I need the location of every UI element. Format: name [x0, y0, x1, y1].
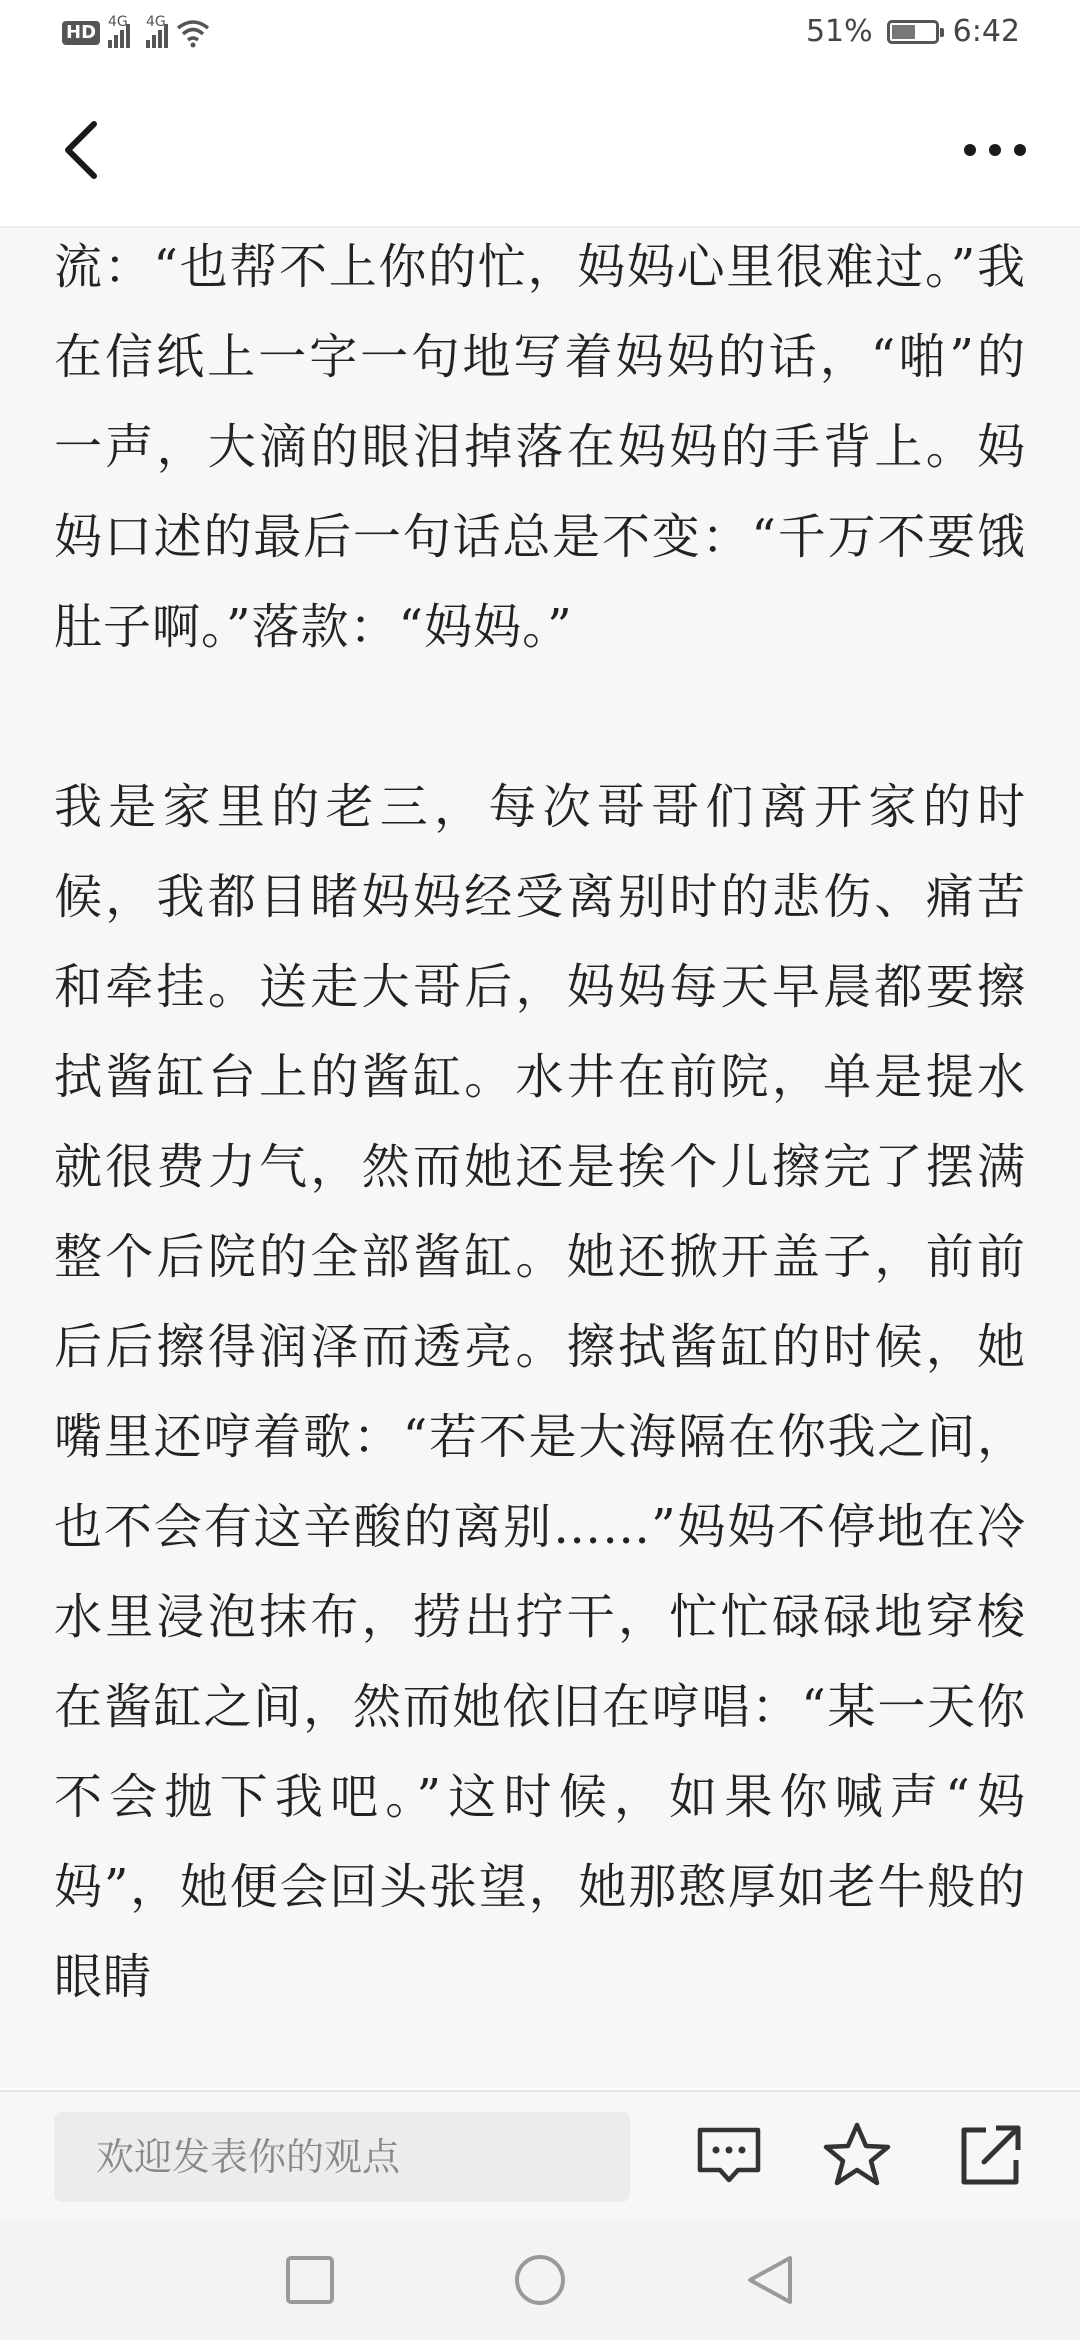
- signal-icon: [146, 14, 168, 48]
- signal-icon: [108, 14, 130, 48]
- share-icon[interactable]: [956, 2120, 1026, 2190]
- triangle-back-icon[interactable]: [740, 2250, 800, 2310]
- battery-icon: [887, 20, 939, 44]
- status-right: [806, 14, 1020, 49]
- app-bar: [0, 74, 1080, 228]
- status-left: [62, 14, 210, 48]
- article-body[interactable]: [0, 228, 1080, 2088]
- comment-bar: [0, 2090, 1080, 2222]
- article-paragraph: 我是家里的老三，每次哥哥们离开家的时候，我都目睹妈妈经受离别时的悲伤、痛苦和牵挂。送走大哥后，妈妈每天早晨都要擦拭酱缸台上的酱缸。水井在前院，单是提水就很费力气，然而她还是挨个儿擦完了摆满整个后院的全部酱缸。她还掀开盖子，前前后后擦得润泽而透亮。擦拭酱缸的时候，她嘴里还哼着歌：“若不是大海隔在你我之间，也不会有这辛酸的离别……”妈妈不停地在冷水里浸泡抹布，捞出拧干，忙忙碌碌地穿梭在酱缸之间，然而她依旧在哼唱：“某一天你不会抛下我吧。”这时候，如果你喊声“妈妈”，她便会回头张望，她那憨厚如老牛般的眼睛: [54, 779, 1026, 2005]
- signal-label: 4G: [146, 14, 166, 30]
- article-paragraph: 流：“也帮不上你的忙，妈妈心里很难过。”我在信纸上一字一句地写着妈妈的话，“啪”的一声，大滴的眼泪掉落在妈妈的手背上。妈妈口述的最后一句话总是不变：“千万不要饿肚子啊。”落款：“妈妈。”: [54, 239, 1026, 655]
- clock: 6:42: [952, 14, 1020, 49]
- status-bar: [0, 0, 1080, 74]
- circle-icon[interactable]: [510, 2250, 570, 2310]
- hd-badge: HD: [62, 21, 100, 45]
- signal-label: 4G: [108, 14, 128, 30]
- wifi-icon: [176, 18, 210, 48]
- system-nav-bar: [0, 2220, 1080, 2340]
- square-icon[interactable]: [280, 2250, 340, 2310]
- star-icon[interactable]: [822, 2120, 892, 2190]
- comment-input[interactable]: 欢迎发表你的观点: [54, 2112, 630, 2202]
- more-horizontal-icon[interactable]: [950, 114, 1040, 184]
- comment-icon[interactable]: [694, 2120, 764, 2190]
- chevron-left-icon[interactable]: [50, 114, 120, 184]
- battery-percent: 51%: [805, 14, 873, 49]
